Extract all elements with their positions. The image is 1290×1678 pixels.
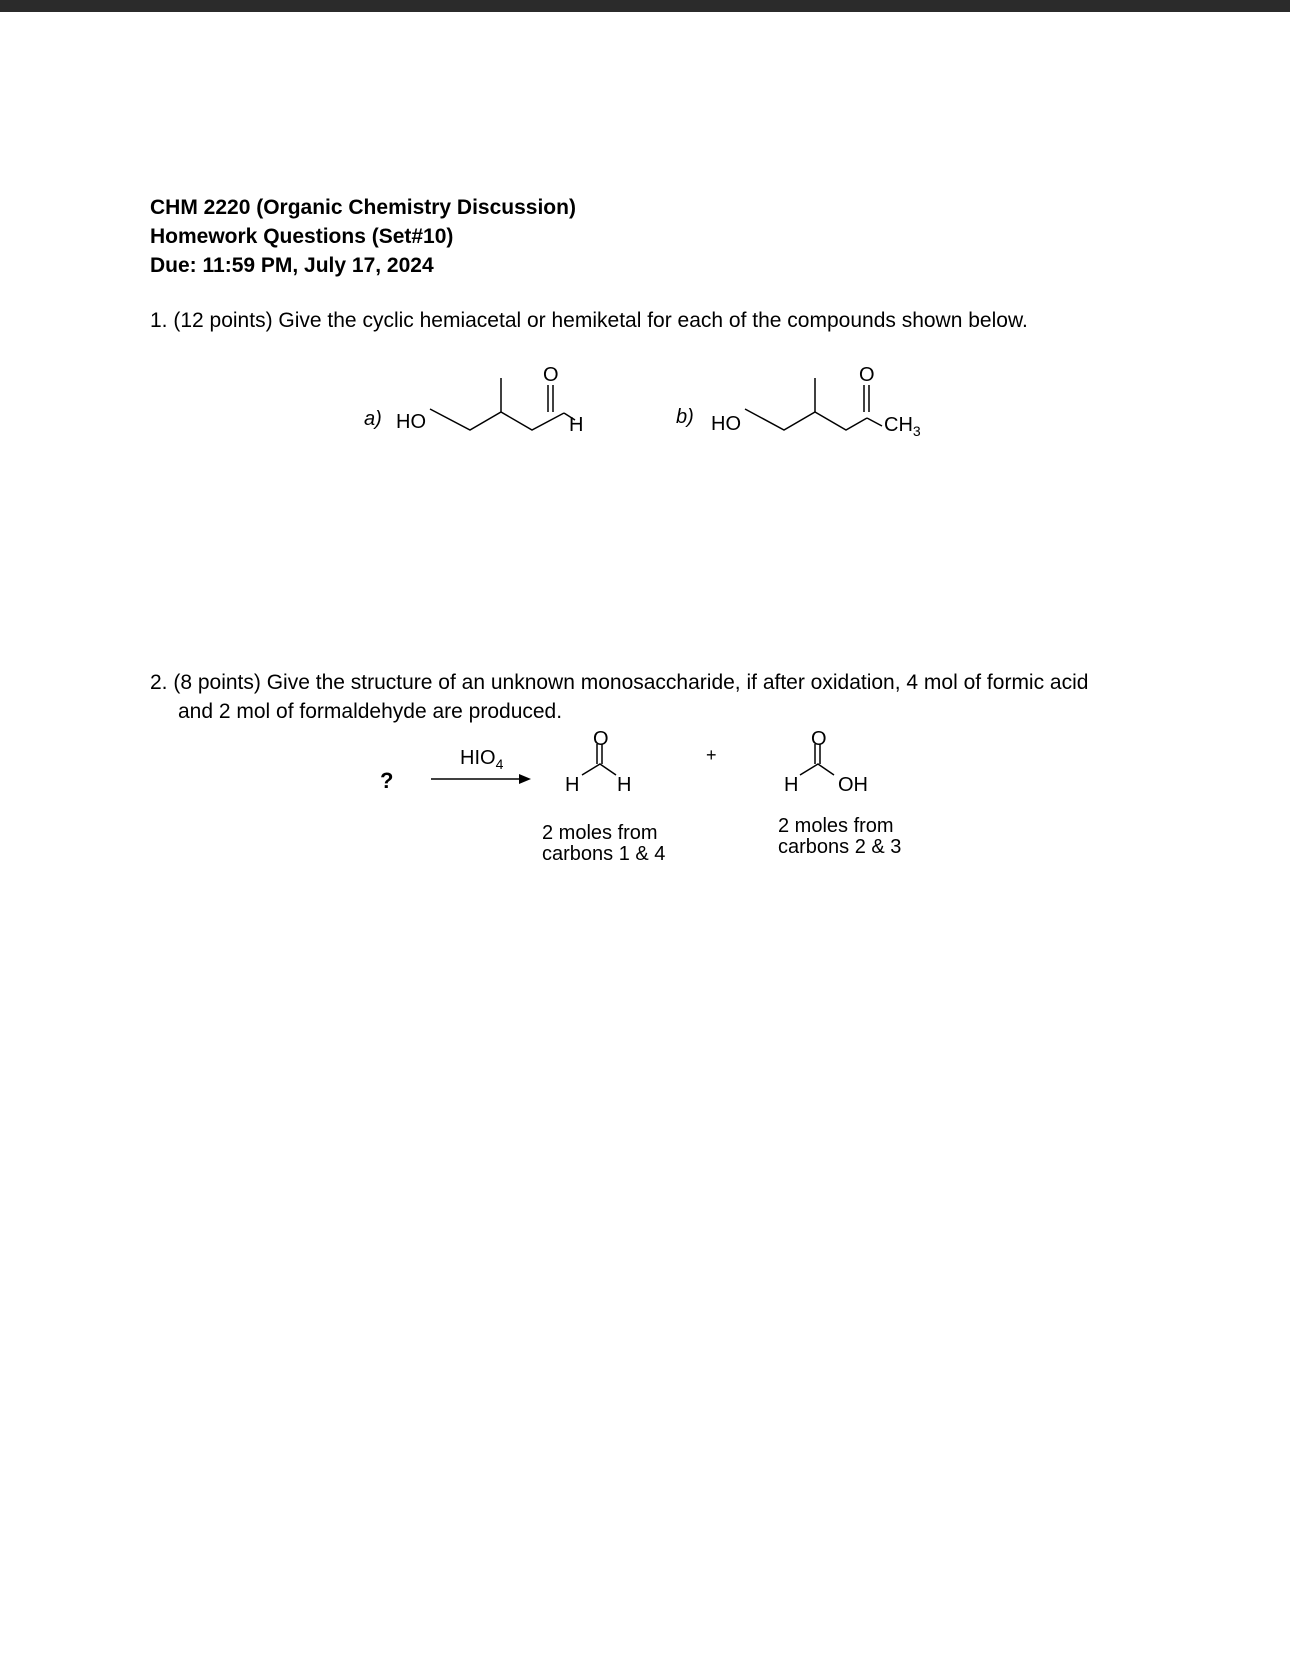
formic-acid-hydrogen: H	[784, 774, 799, 796]
question-2-text-line-1: 2. (8 points) Give the structure of an unknown monosaccharide, if after oxidation, 4 mol of formic acid	[150, 671, 1089, 694]
formic-acid-bonds	[800, 764, 834, 775]
unknown-structure: ?	[380, 768, 394, 793]
formaldehyde-oxygen: O	[593, 728, 609, 750]
formic-acid-oxygen: O	[811, 728, 827, 750]
compound-a-label: a)	[364, 408, 382, 430]
compound-b-chain	[745, 409, 867, 430]
compound-a-hydrogen: H	[569, 414, 584, 436]
compound-b-methyl-bond	[867, 418, 882, 426]
compound-b-methyl-label: $CH_3$	[884, 414, 921, 439]
plus-sign: +	[706, 745, 717, 765]
due-date: Due: 11:59 PM, July 17, 2024	[150, 254, 434, 277]
course-title: CHM 2220 (Organic Chemistry Discussion)	[150, 196, 576, 219]
compound-b-oxygen: O	[859, 364, 875, 386]
formaldehyde-note: 2 moles from carbons 1 & 4	[542, 822, 666, 865]
compound-a-chain	[430, 409, 564, 430]
question-1-text: 1. (12 points) Give the cyclic hemiacetal or hemiketal for each of the compounds shown below.	[150, 309, 1028, 332]
formaldehyde-right-hydrogen: H	[617, 774, 632, 796]
compound-b-hydroxyl: HO	[711, 413, 741, 435]
formaldehyde-bonds	[582, 764, 616, 775]
formic-acid-note: 2 moles from carbons 2 & 3	[778, 815, 902, 858]
compound-a-hydroxyl: HO	[396, 411, 426, 433]
reagent-label: $HIO_4$	[460, 747, 504, 772]
compound-a-oxygen: O	[543, 364, 559, 386]
reaction-arrow-head	[519, 774, 531, 784]
formaldehyde-left-hydrogen: H	[565, 774, 580, 796]
compound-b-label: b)	[676, 406, 694, 428]
homework-title: Homework Questions (Set#10)	[150, 225, 454, 248]
question-2-text-line-2: and 2 mol of formaldehyde are produced.	[178, 700, 563, 723]
formic-acid-hydroxyl: OH	[838, 774, 868, 796]
